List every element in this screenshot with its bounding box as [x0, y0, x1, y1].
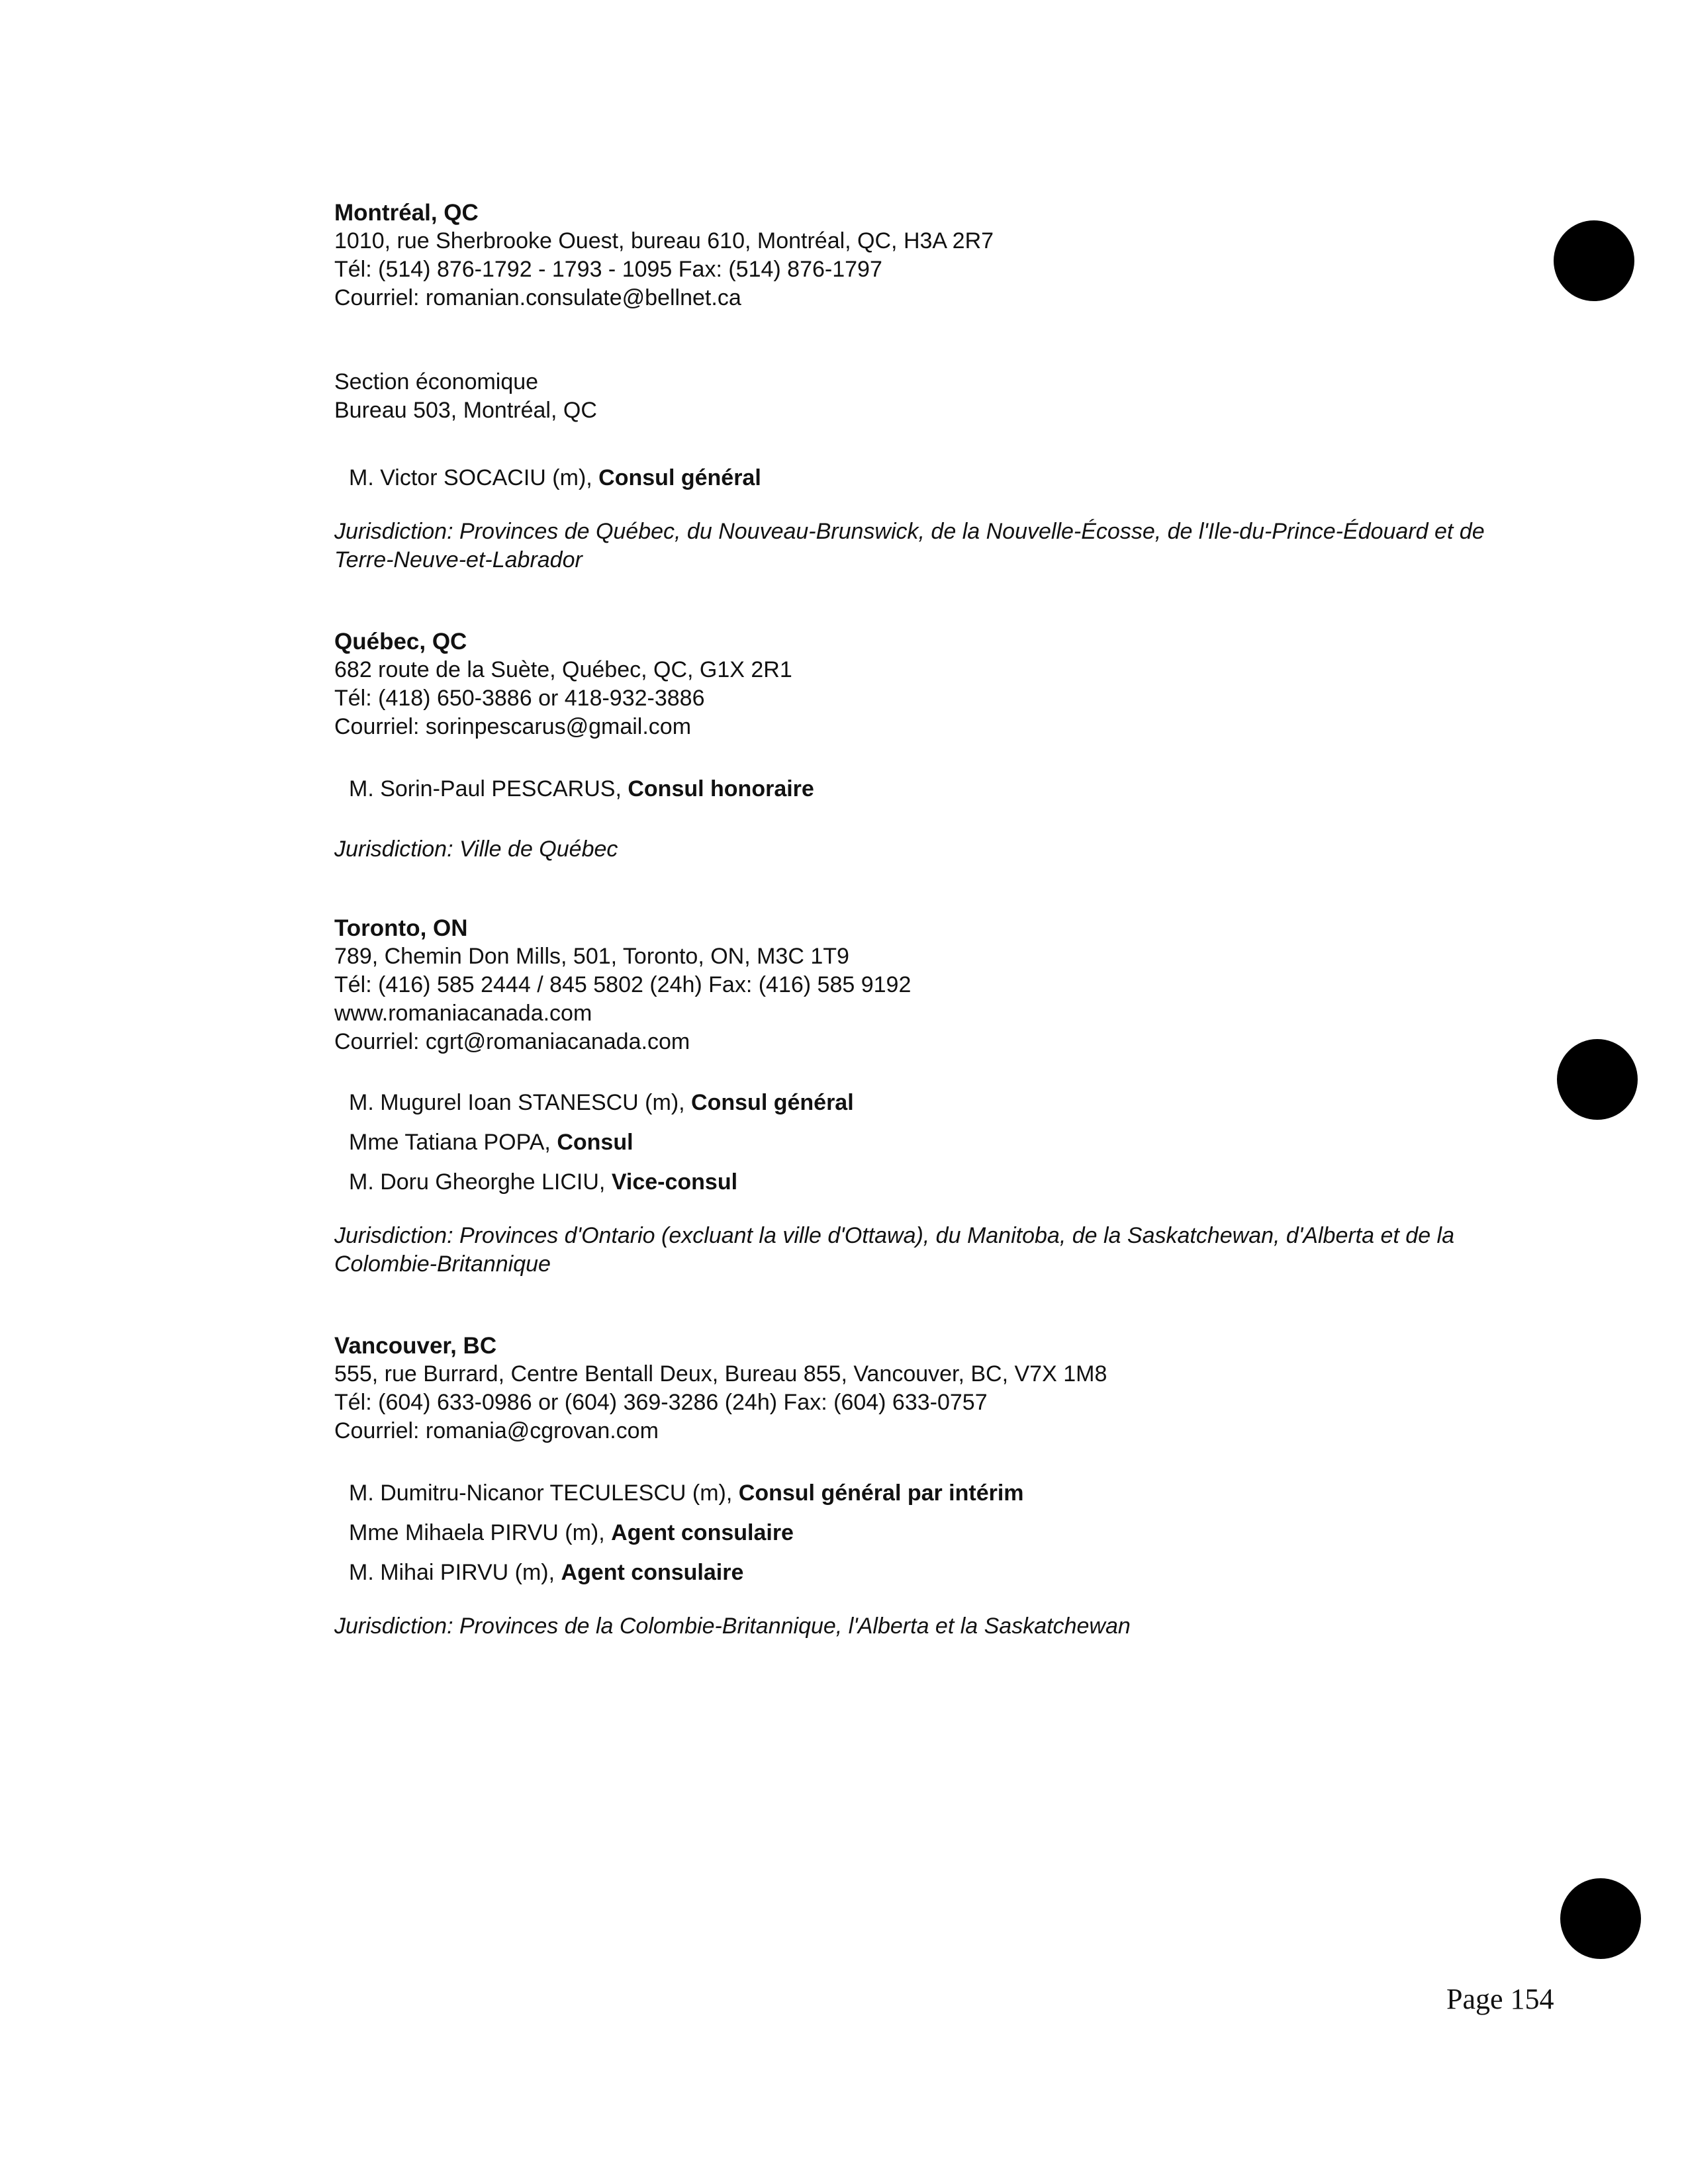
consulate-list: [334, 199, 1526, 1641]
person-entry: [349, 1513, 1526, 1553]
person-title: Consul honoraire: [628, 776, 814, 801]
section-heading: Toronto, ON: [334, 915, 468, 941]
punch-hole-bottom: [1560, 1878, 1641, 1959]
person-name: Mme Mihaela PIRVU (m),: [349, 1520, 612, 1545]
person-name: M. Mugurel Ioan STANESCU (m),: [349, 1090, 692, 1115]
jurisdiction-text: Jurisdiction: Provinces de Québec, du Nouveau-Brunswick, de la Nouvelle-Écosse, de l'Ile-du-Prince-Édouard et de Terre-Neuve-et-Labrador: [334, 519, 1485, 572]
person-name: M. Victor SOCACIU (m),: [349, 465, 599, 490]
person-name: Mme Tatiana POPA,: [349, 1130, 557, 1155]
person-name: M. Mihai PIRVU (m),: [349, 1560, 561, 1585]
website-line: www.romaniacanada.com: [334, 1001, 592, 1026]
section-heading: Québec, QC: [334, 629, 467, 655]
person-entry: [349, 1122, 1526, 1162]
person-title: Agent consulaire: [561, 1560, 744, 1585]
section-heading: Vancouver, BC: [334, 1333, 497, 1359]
email-line: Courriel: sorinpescarus@gmail.com: [334, 714, 692, 739]
email-line: Courriel: romanian.consulate@bellnet.ca: [334, 285, 741, 310]
address-line: 789, Chemin Don Mills, 501, Toronto, ON, M3C 1T9: [334, 944, 849, 969]
person-title: Vice-consul: [611, 1169, 738, 1195]
address-line: 555, rue Burrard, Centre Bentall Deux, Bureau 855, Vancouver, BC, V7X 1M8: [334, 1361, 1107, 1387]
address-line: 682 route de la Suète, Québec, QC, G1X 2R1: [334, 657, 792, 682]
phone-line: Tél: (418) 650-3886 or 418-932-3886: [334, 686, 705, 711]
person-title: Consul général: [598, 465, 761, 490]
section-quebec: [334, 627, 1526, 864]
sub-section-line: Bureau 503, Montréal, QC: [334, 398, 597, 423]
email-line: Courriel: romania@cgrovan.com: [334, 1418, 659, 1443]
person-entry: [349, 1553, 1526, 1592]
jurisdiction-text: Jurisdiction: Provinces d'Ontario (excluant la ville d'Ottawa), du Manitoba, de la Saskatchewan, d'Alberta et de la Colombie-Britannique: [334, 1223, 1455, 1277]
person-entry: [349, 1083, 1526, 1122]
phone-line: Tél: (604) 633-0986 or (604) 369-3286 (24h) Fax: (604) 633-0757: [334, 1390, 988, 1415]
person-entry: [349, 1473, 1526, 1513]
person-name: M. Sorin-Paul PESCARUS,: [349, 776, 628, 801]
person-title: Consul général par intérim: [738, 1480, 1024, 1506]
person-title: Consul: [557, 1130, 633, 1155]
section-montreal: [334, 199, 1526, 574]
person-entry: [349, 1162, 1526, 1202]
person-title: Consul général: [691, 1090, 854, 1115]
jurisdiction-text: Jurisdiction: Provinces de la Colombie-Britannique, l'Alberta et la Saskatchewan: [334, 1614, 1131, 1639]
section-toronto: [334, 914, 1526, 1279]
section-vancouver: [334, 1332, 1526, 1641]
person-name: M. Dumitru-Nicanor TECULESCU (m),: [349, 1480, 739, 1506]
punch-hole-middle: [1557, 1039, 1638, 1120]
person-title: Agent consulaire: [611, 1520, 794, 1545]
person-entry: [349, 458, 1526, 498]
phone-line: Tél: (416) 585 2444 / 845 5802 (24h) Fax: (416) 585 9192: [334, 972, 912, 997]
sub-section-line: Section économique: [334, 369, 539, 394]
phone-line: Tél: (514) 876-1792 - 1793 - 1095 Fax: (514) 876-1797: [334, 257, 882, 282]
person-entry: [349, 769, 1526, 809]
page-number: Page 154: [1446, 1983, 1554, 2015]
section-heading: Montréal, QC: [334, 200, 479, 226]
punch-hole-top: [1554, 220, 1634, 301]
address-line: 1010, rue Sherbrooke Ouest, bureau 610, Montréal, QC, H3A 2R7: [334, 228, 994, 253]
email-line: Courriel: cgrt@romaniacanada.com: [334, 1029, 690, 1054]
person-name: M. Doru Gheorghe LICIU,: [349, 1169, 612, 1195]
jurisdiction-text: Jurisdiction: Ville de Québec: [334, 837, 618, 862]
